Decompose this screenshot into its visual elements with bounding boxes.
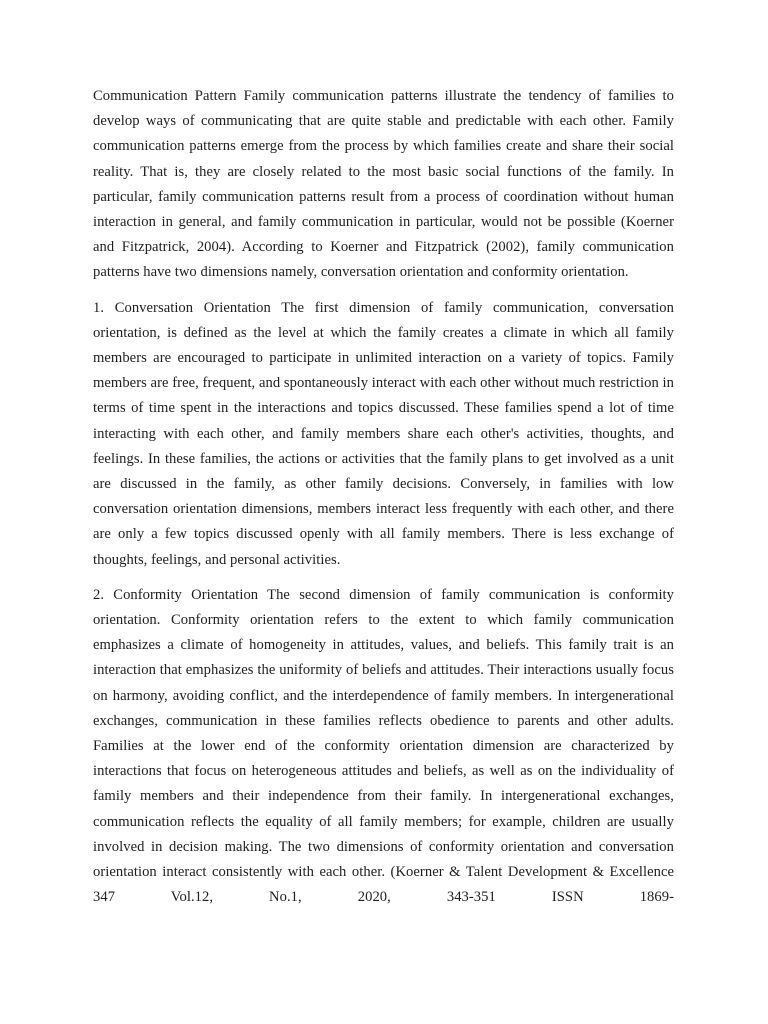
- paragraph-communication-pattern: Communication Pattern Family communication patterns illustrate the tendency of families to develop ways of communicating that are quite stable and predictable with each other. Family communication patterns emerge from the process by which families create and share their social reality. That is, they are closely related to the most basic social functions of the family. In particular, family communication patterns result from a process of coordination without human interaction in general, and family communication in particular, would not be possible (Koerner and Fitzpatrick, 2004). According to Koerner and Fitzpatrick (2002), family communication patterns have two dimensions namely, conversation orientation and conformity orientation.: [93, 88, 674, 281]
- paragraph-conversation-orientation: 1. Conversation Orientation The first dimension of family communication, conversation orientation, is defined as the level at which the family creates a climate in which all family members are encouraged to participate in unlimited interaction on a variety of topics. Family members are free, frequent, and spontaneously interact with each other without much restriction in terms of time spent in the interactions and topics discussed. These families spend a lot of time interacting with each other, and family members share each other's activities, thoughts, and feelings. In these families, the actions or activities that the family plans to get involved as a unit are discussed in the family, as other family decisions. Conversely, in families with low conversation orientation dimensions, members interact less frequently with each other, and there are only a few topics discussed openly with all family members. There is less exchange of thoughts, feelings, and personal activities.: [93, 299, 674, 568]
- paragraph-conformity-orientation: 2. Conformity Orientation The second dimension of family communication is conformity orientation. Conformity orientation refers to the extent to which family communication emphasizes a climate of homogeneity in attitudes, values, and beliefs. This family trait is an interaction that emphasizes the uniformity of beliefs and attitudes. Their interactions usually focus on harmony, avoiding conflict, and the interdependence of family members. In intergenerational exchanges, communication in these families reflects obedience to parents and other adults. Families at the lower end of the conformity orientation dimension are characterized by interactions that focus on heterogeneous attitudes and beliefs, as well as on the individuality of family members and their independence from their family. In intergenerational exchanges, communication reflects the equality of all family members; for example, children are usually involved in decision making. The two dimensions of conformity orientation and conversation orientation interact consistently with each other. (Koerner & Talent Development & Excellence 347 Vol.12, No.1, 2020, 343-351 ISSN 1869-: [93, 586, 674, 906]
